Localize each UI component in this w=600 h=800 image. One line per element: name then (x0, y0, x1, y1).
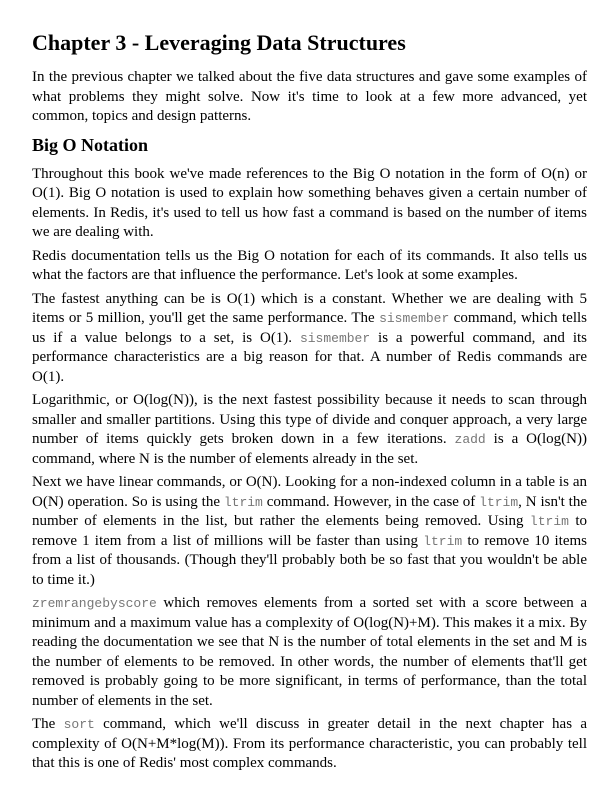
inline-code: ltrim (423, 533, 463, 549)
text-run: which removes elements from a sorted set with a score between a minimum and a maximum value has a complexity of O(log(N)+M). This makes it a mix. By reading the documentation we see that N is the number of total elements in the set and M is the number of elements to be removed. In other words, the number of elements that'll get removed is probably going to be more significant, in terms of performance, than the total number of elements in the set. (32, 595, 587, 709)
paragraph-zremrangebyscore (32, 594, 587, 711)
text-run: Throughout this book we've made references to the Big O notation in the form of O(n) or O(1). Big O notation is used to explain how something behaves given a certain number of elements. In Redis, it's used to tell us how fast a command is based on the number of items we are dealing with. (32, 165, 587, 240)
text-run: Redis documentation tells us the Big O notation for each of its commands. It also tells us what the factors are that influence the performance. Let's look at some examples. (32, 247, 587, 283)
text-run: Chapter 3 - Leveraging Data Structures (32, 30, 406, 55)
text-run: Big O Notation (32, 134, 149, 155)
text-run: command, which tells us if a value belongs to a set, is O(1). (32, 310, 588, 346)
paragraph-big-o-intro (32, 165, 587, 243)
text-run: The fastest anything can be is O(1) which is a constant. Whether we are dealing with 5 items or 5 million, you'll get the same performance. The (32, 290, 587, 326)
text-run: to remove 1 item from a list of millions will be faster than using (32, 513, 587, 549)
text-run: command, which we'll discuss in greater detail in the next chapter has a complexity of O(N+M*log(M)). From its performance characteristic, you can probably tell that this is one of Redis' most complex commands. (32, 716, 587, 771)
text-run: Next we have linear commands, or O(N). Looking for a non-indexed column in a table is an O(N) operation. So is using the (32, 474, 587, 510)
inline-code: sismember (299, 330, 371, 346)
inline-code: ltrim (529, 514, 569, 529)
text-run: command. However, in the case of (262, 493, 480, 510)
section-heading-big-o-notation (32, 134, 587, 156)
inline-code: ltrim (479, 494, 519, 510)
chapter-title (32, 30, 587, 56)
inline-code: zadd (454, 432, 486, 447)
text-run: Logarithmic, or O(log(N)), is the next fastest possibility because it needs to scan through smaller and smaller partitions. Using this type of divide and conquer approach, a very large number of items quickly gets broken down in a few iterations. (32, 392, 587, 447)
text-run: is a powerful command, and its performance characteristics are a big reason for that. A number of Redis commands are O(1). (32, 329, 587, 385)
paragraph-logarithmic (32, 391, 587, 469)
inline-code: sismember (379, 311, 450, 326)
text-run: The (32, 716, 64, 732)
text-run: is a O(log(N)) command, where N is the number of elements already in the set. (32, 431, 587, 467)
inline-code: zremrangebyscore (32, 596, 157, 611)
inline-code: ltrim (223, 494, 263, 510)
inline-code: sort (63, 717, 95, 732)
text-run: to remove 10 items from a list of thousands. (Though they'll probably both be so fast that you wouldn't be able to time it.) (32, 532, 587, 588)
paragraph-redis-documentation (32, 247, 587, 286)
intro-paragraph (32, 68, 587, 127)
paragraph-constant-time (32, 290, 587, 388)
text-run: In the previous chapter we talked about the five data structures and gave some examples of what problems they might solve. Now it's time to look at a few more advanced, yet common, topics and design patterns. (32, 69, 587, 124)
paragraph-sort-command (32, 715, 587, 774)
text-run: , N isn't the number of elements in the list, but rather the elements being removed. Using (32, 493, 587, 529)
page-content (32, 30, 587, 774)
paragraph-linear (32, 473, 587, 590)
